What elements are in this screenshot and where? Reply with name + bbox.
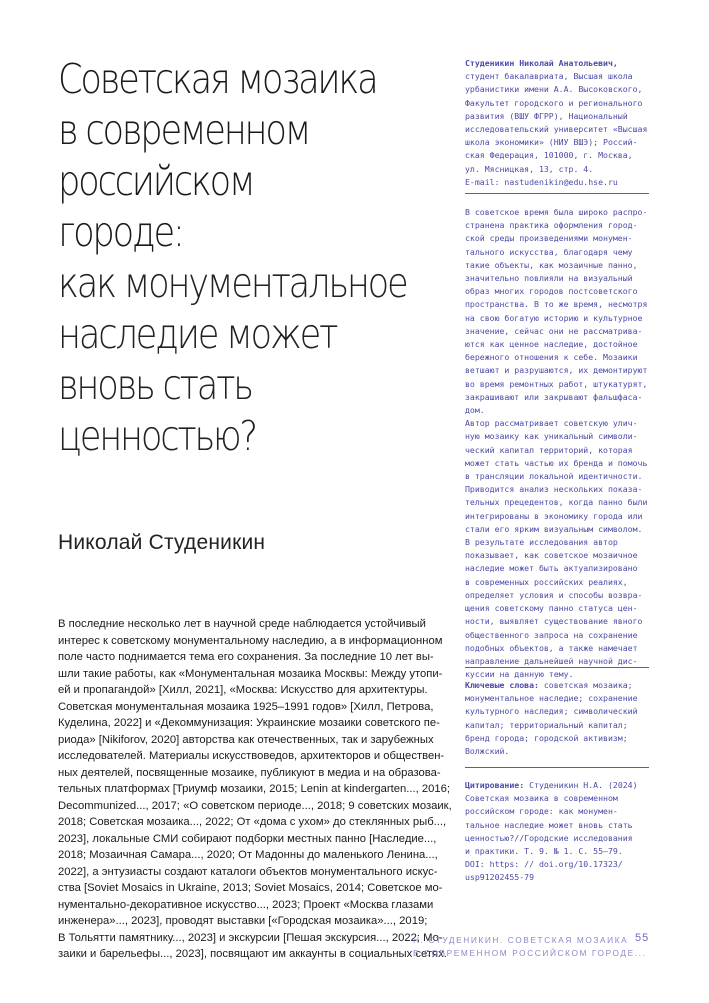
abstract-line: во время ремонтных работ, штукатурят,: [465, 378, 648, 389]
citation-doi[interactable]: DOI: https: // doi.org/10.17323/: [465, 859, 623, 870]
keywords-first: советская мозаика;: [538, 680, 633, 690]
abstract-line: дом.: [465, 405, 485, 416]
footer-line: Н. СТУДЕНИКИН. СОВЕТСКАЯ МОЗАИКА: [413, 935, 629, 945]
abstract-line: тального искусства, благодаря чему: [465, 246, 633, 257]
abstract-line: В результате исследования автор: [465, 537, 618, 548]
body-line: нументально-декоративное искусство..., 2023; Проект «Москва глазами: [58, 898, 434, 911]
abstract-line: подобных объектов, а также намечает: [465, 642, 638, 653]
body-line: ей и пропагандой» [Хилл, 2021], «Москва: Искусство для архитектуры.: [58, 684, 428, 696]
body-line: 2018; Советская мозаика..., 2022; От «дома с ухом» до стеклянных рыб...,: [58, 816, 447, 828]
abstract-line: значительно повлияли на визуальный: [465, 273, 633, 284]
abstract-line: бережного отношения к себе. Мозаики: [465, 352, 638, 363]
author-info-line: исследовательский университет «Высшая: [465, 124, 648, 135]
citation-first: Студеникин Н.А. (2024): [524, 780, 638, 790]
citation-line: российском городе: как монумен-: [465, 806, 618, 817]
abstract-line: ской среды произведениями монумен-: [465, 233, 633, 244]
body-line: Советская монументальная мозаика 1925–1991 годов» [Хилл, Петрова,: [58, 700, 434, 713]
keywords-label: Ключевые слова:: [465, 680, 539, 690]
abstract-line: ности, выявляет существование явного: [465, 616, 643, 627]
abstract-line: в современных российских реалиях,: [465, 576, 628, 587]
subtitle-line: наследие может: [58, 310, 337, 358]
abstract-line: стали его ярким визуальным символом.: [465, 523, 643, 534]
abstract: [465, 206, 653, 681]
body-line: исследователей. Материалы искусствоведов, архитекторов и обществен-: [58, 750, 445, 762]
keywords: [465, 679, 653, 758]
body-line: В Тольятти памятнику..., 2023] и экскурсии [Пешая экскурсия..., 2022; Мо-: [58, 931, 443, 944]
citation-label: Цитирование:: [465, 780, 525, 790]
author-info-line: ская Федерация, 101000, г. Москва,: [465, 150, 633, 161]
author-info-line: студент бакалавриата, Высшая школа: [465, 71, 633, 82]
abstract-line: направление дальнейшей научной дис-: [465, 655, 638, 666]
abstract-line: ную мозаику как уникальный символи-: [465, 431, 638, 442]
keywords-line: Волжский.: [465, 746, 510, 757]
abstract-line: образ многих городов постсоветского: [465, 286, 638, 297]
abstract-line: может стать частью их бренда и помочь: [465, 457, 648, 468]
abstract-line: на свою богатую историю и культурное: [465, 312, 643, 323]
subtitle-line: вновь стать: [58, 361, 252, 409]
subtitle-line: ценностью?: [58, 412, 256, 460]
author-info-name: Студеникин Николай Анатольевич,: [465, 58, 618, 68]
page-number: 55: [635, 932, 650, 944]
abstract-line: показывает, как советское мозаичное: [465, 550, 638, 561]
subtitle-line: как монументальное: [58, 259, 407, 307]
abstract-line: ветшают и разрушаются, их демонтируют: [465, 365, 648, 376]
abstract-line: наследие может быть актуализировано: [465, 563, 638, 574]
abstract-line: закрашивают или закрывают фальшфаса-: [465, 391, 643, 402]
body-line: поле часто поднимается тема его сохранения. За последние 10 лет вы-: [58, 651, 434, 663]
body-line: интерес к советскому монументальному наследию, а в информационном: [58, 634, 443, 647]
keywords-line: монументальное наследие; сохранение: [465, 693, 638, 704]
abstract-line: щения советскому панно статуса цен-: [465, 603, 638, 614]
body-line: инженера»..., 2023], проводят выставки [«Городская мозаика»..., 2019;: [58, 915, 428, 927]
citation-line: ценностью?//Городские исследования: [465, 832, 633, 843]
author-name: Николай Студеникин: [58, 531, 266, 554]
title-line: городе:: [58, 208, 183, 256]
author-info-line: урбанистики имени А.А. Высоковского,: [465, 84, 643, 95]
abstract-line: ются как ценное наследие, достойное: [465, 339, 638, 350]
body-line: В последние несколько лет в научной среде наблюдается устойчивый: [58, 618, 426, 630]
body-line: риода» [Nikiforov, 2020] авторства как отечественных, так и зарубежных: [58, 733, 434, 746]
body-line: 2018; Мозаичная Самара..., 2020; От Мадонны до маленького Ленина...,: [58, 849, 438, 861]
body-line: ства [Soviet Mosaics in Ukraine, 2013; Soviet Mosaics, 2014; Советское мо-: [58, 882, 443, 894]
divider: [465, 667, 649, 668]
abstract-line: В советское время была широко распро-: [465, 207, 648, 217]
body-line: 2023], локальные СМИ собирают подборки местных панно [Наследие...,: [58, 832, 437, 845]
keywords-line: культурного наследия; символический: [465, 706, 638, 717]
body-line: заики и барельефы..., 2023], посвящают им аккаунты в социальных сетях.: [58, 948, 447, 960]
author-info-line: развития (ВШУ ФГРР), Национальный: [465, 110, 628, 121]
body-line: Decommunized..., 2017; «О советском периоде..., 2018; 9 советских мозаик,: [58, 799, 452, 812]
title-line: российском: [58, 157, 254, 205]
citation-doi[interactable]: usp91202455-79: [465, 872, 535, 883]
article-title: [58, 54, 407, 462]
keywords-line: капитал; территориальный капитал;: [465, 719, 628, 730]
divider: [465, 193, 649, 194]
author-info-line: школа экономики» (НИУ ВШЭ); Россий-: [465, 137, 638, 148]
body-line: тельных платформах [Триумф мозаики, 2015; Lenin at kindergarten..., 2016;: [58, 783, 451, 795]
body-line: Куделина, 2022] и «Декоммунизация: Украинские мозаики советского пе-: [58, 717, 440, 729]
body-line: ных деятелей, посвященные мозаике, публикуют в медиа и на образова-: [58, 766, 441, 779]
abstract-line: куссии на данную тему.: [465, 669, 574, 680]
abstract-line: пространства. В то же время, несмотря: [465, 299, 648, 310]
abstract-line: странена практика оформления город-: [465, 220, 638, 231]
citation-line: и практики. Т. 9. № 1. С. 55–79.: [465, 846, 623, 857]
title-line: Советская мозаика: [58, 55, 377, 103]
abstract-line: значение, сейчас они не рассматрива-: [465, 325, 643, 336]
body-line: 2022], а энтузиасты создают каталоги объектов монументального искус-: [58, 865, 438, 878]
body-paragraph: [58, 616, 452, 963]
abstract-line: ческий капитал территорий, которая: [465, 444, 633, 455]
author-info-line: Факультет городского и регионального: [465, 97, 643, 108]
author-info: [465, 57, 653, 189]
footer-line: В СОВРЕМЕННОМ РОССИЙСКОМ ГОРОДЕ...: [413, 948, 647, 958]
citation-line: тальное наследие может вновь стать: [465, 819, 633, 830]
abstract-line: такие объекты, как мозаичные панно,: [465, 259, 638, 270]
abstract-line: определяет условия и способы возвра-: [465, 589, 643, 600]
running-footer: [413, 932, 650, 960]
abstract-line: Приводится анализ нескольких показа-: [465, 484, 643, 495]
body-line: шли такие работы, как «Монументальная мозаика Москвы: Между утопи-: [58, 667, 443, 680]
abstract-line: тельных прецедентов, когда панно были: [465, 497, 648, 508]
author-email[interactable]: E-mail: nastudenikin@edu.hse.ru: [465, 176, 618, 187]
author-info-line: ул. Мясницкая, 13, стр. 4.: [465, 163, 594, 174]
citation: [465, 779, 653, 885]
abstract-line: Автор рассматривает советскую улич-: [465, 418, 638, 429]
title-line: в современном: [58, 106, 310, 154]
citation-line: Советская мозаика в современном: [465, 793, 618, 804]
abstract-line: интегрированы в экономику города или: [465, 510, 643, 521]
abstract-line: в трансляции локальной идентичности.: [465, 471, 643, 482]
abstract-line: общественного запроса на сохранение: [465, 629, 638, 640]
divider: [465, 767, 649, 768]
keywords-line: бренд города; городской активизм;: [465, 732, 628, 743]
